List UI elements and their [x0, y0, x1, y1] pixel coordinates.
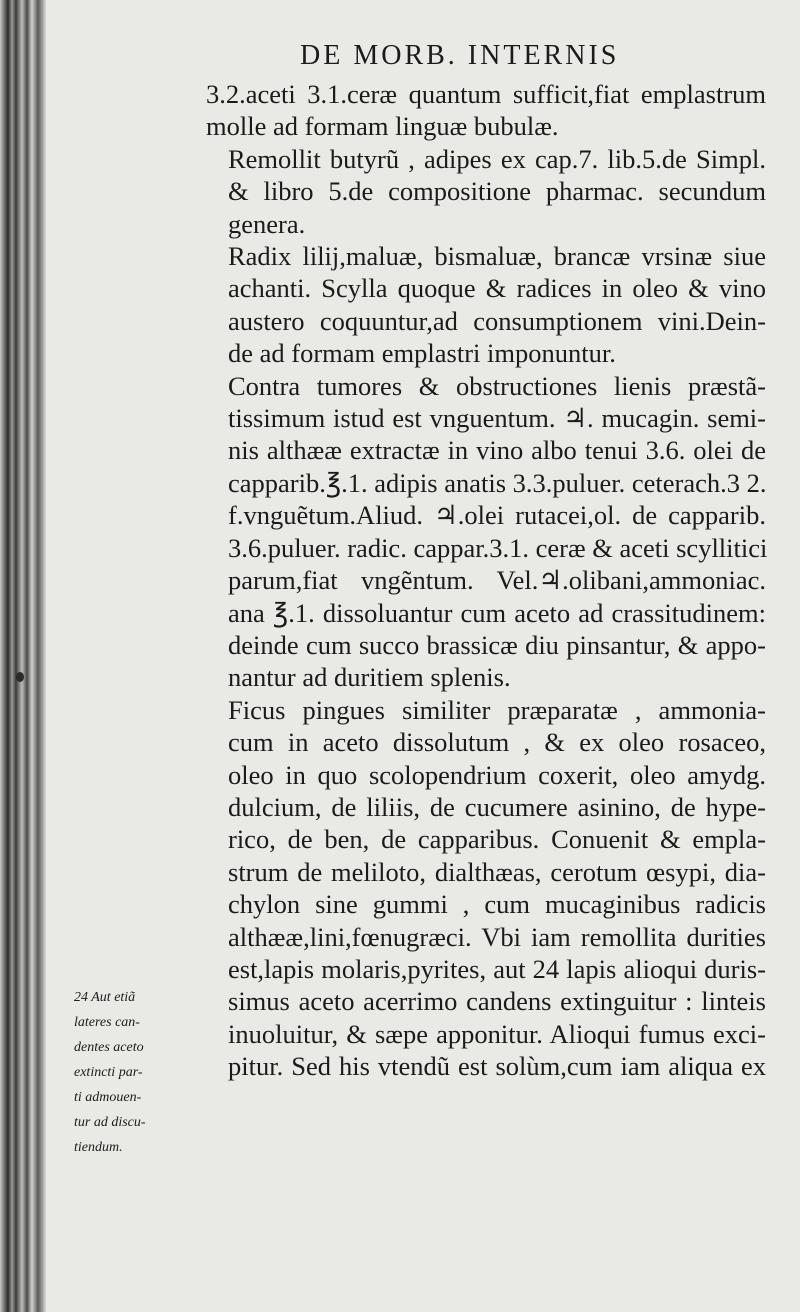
text-line: inuoluitur, & sæpe apponitur. Alioqui fumus exci- [228, 1018, 766, 1049]
text-line: nantur ad duritiem splenis. [228, 662, 511, 693]
marginal-note-line: ti admouen- [74, 1090, 142, 1105]
marginal-note-line: extincti par- [74, 1065, 143, 1080]
marginal-note-line: dentes aceto [74, 1040, 144, 1055]
text-line: achanti. Scylla quoque & radices in oleo & vino [228, 273, 766, 304]
text-line: de ad formam emplastri imponuntur. [228, 338, 616, 369]
text-line: 3.2.aceti 3.1.ceræ quantum sufficit,fiat emplastrum [206, 79, 766, 109]
text-line: althææ,lini,fœnugræci. Vbi iam remollita durities [228, 921, 766, 952]
text-line: Ficus pingues similiter præparatæ , ammonia- [228, 694, 766, 725]
text-line: est,lapis molaris,pyrites, aut 24 lapis alioqui duris- [228, 953, 766, 984]
text-line: parum,fiat vngẽntum. Vel.♃.olibani,ammoniac. [228, 565, 766, 596]
text-line: simus aceto acerrimo candens extinguitur : linteis [228, 986, 766, 1017]
paragraph [206, 143, 766, 240]
text-line: Radix lilij,maluæ, bismaluæ, brancæ vrsinæ siue [228, 241, 766, 272]
text-line: deinde cum succo brassicæ diu pinsantur, & appo- [228, 629, 766, 660]
ink-spot [16, 672, 24, 682]
text-line: rico, de ben, de capparibus. Conuenit & empla- [228, 824, 766, 855]
text-line: nis althææ extractæ in vino albo tenui 3.6. olei de [228, 435, 766, 466]
marginal-note-line: 24 Aut etiã [74, 990, 136, 1005]
text-line: austero coquuntur,ad consumptionem vini.Dein- [228, 305, 766, 336]
text-line: & libro 5.de compositione pharmac. secundum [228, 176, 766, 207]
text-line: tissimum istud est vnguentum. ♃. mucagin. semi- [228, 403, 766, 434]
text-line: dulcium, de liliis, de cucumere asinino, de hype- [228, 791, 766, 822]
text-line: pitur. Sed his vtendũ est solùm,cum iam aliqua ex [228, 1051, 766, 1082]
text-line: Contra tumores & obstructiones lienis præstã- [228, 370, 766, 401]
paragraph [206, 78, 766, 143]
paragraph [206, 240, 766, 370]
text-line: f.vnguẽtum.Aliud. ♃.olei rutacei,ol. de capparib. [228, 500, 766, 531]
running-header: DE MORB. INTERNIS [300, 40, 620, 71]
text-line: genera. [228, 208, 306, 239]
text-line: capparib.℥.1. adipis anatis 3.3.puluer. ceterach.3 2. [228, 467, 767, 498]
text-line: molle ad formam linguæ bubulæ. [206, 111, 559, 142]
paragraph [206, 370, 766, 694]
main-text [206, 78, 766, 1083]
marginal-note [74, 985, 206, 1160]
marginal-note-line: tiendum. [74, 1140, 123, 1155]
marginal-note-line: tur ad discu- [74, 1115, 146, 1130]
book-binding-edge [0, 0, 46, 1312]
paragraph [206, 694, 766, 1083]
marginal-note-line: lateres can- [74, 1015, 140, 1030]
text-line: ana ℥.1. dissoluantur cum aceto ad crassitudinem: [228, 597, 766, 628]
text-line: chylon sine gummi , cum mucaginibus radicis [228, 889, 766, 920]
text-line: strum de meliloto, dialthæas, cerotum œsypi, dia- [228, 856, 766, 887]
text-line: Remollit butyrũ , adipes ex cap.7. lib.5.de Simpl. [228, 143, 766, 174]
text-line: cum in aceto dissolutum , & ex oleo rosaceo, [228, 727, 766, 758]
text-line: oleo in quo scolopendrium coxerit, oleo amydg. [228, 759, 766, 790]
text-line: 3.6.puluer. radic. cappar.3.1. ceræ & aceti scyllitici [228, 532, 768, 563]
